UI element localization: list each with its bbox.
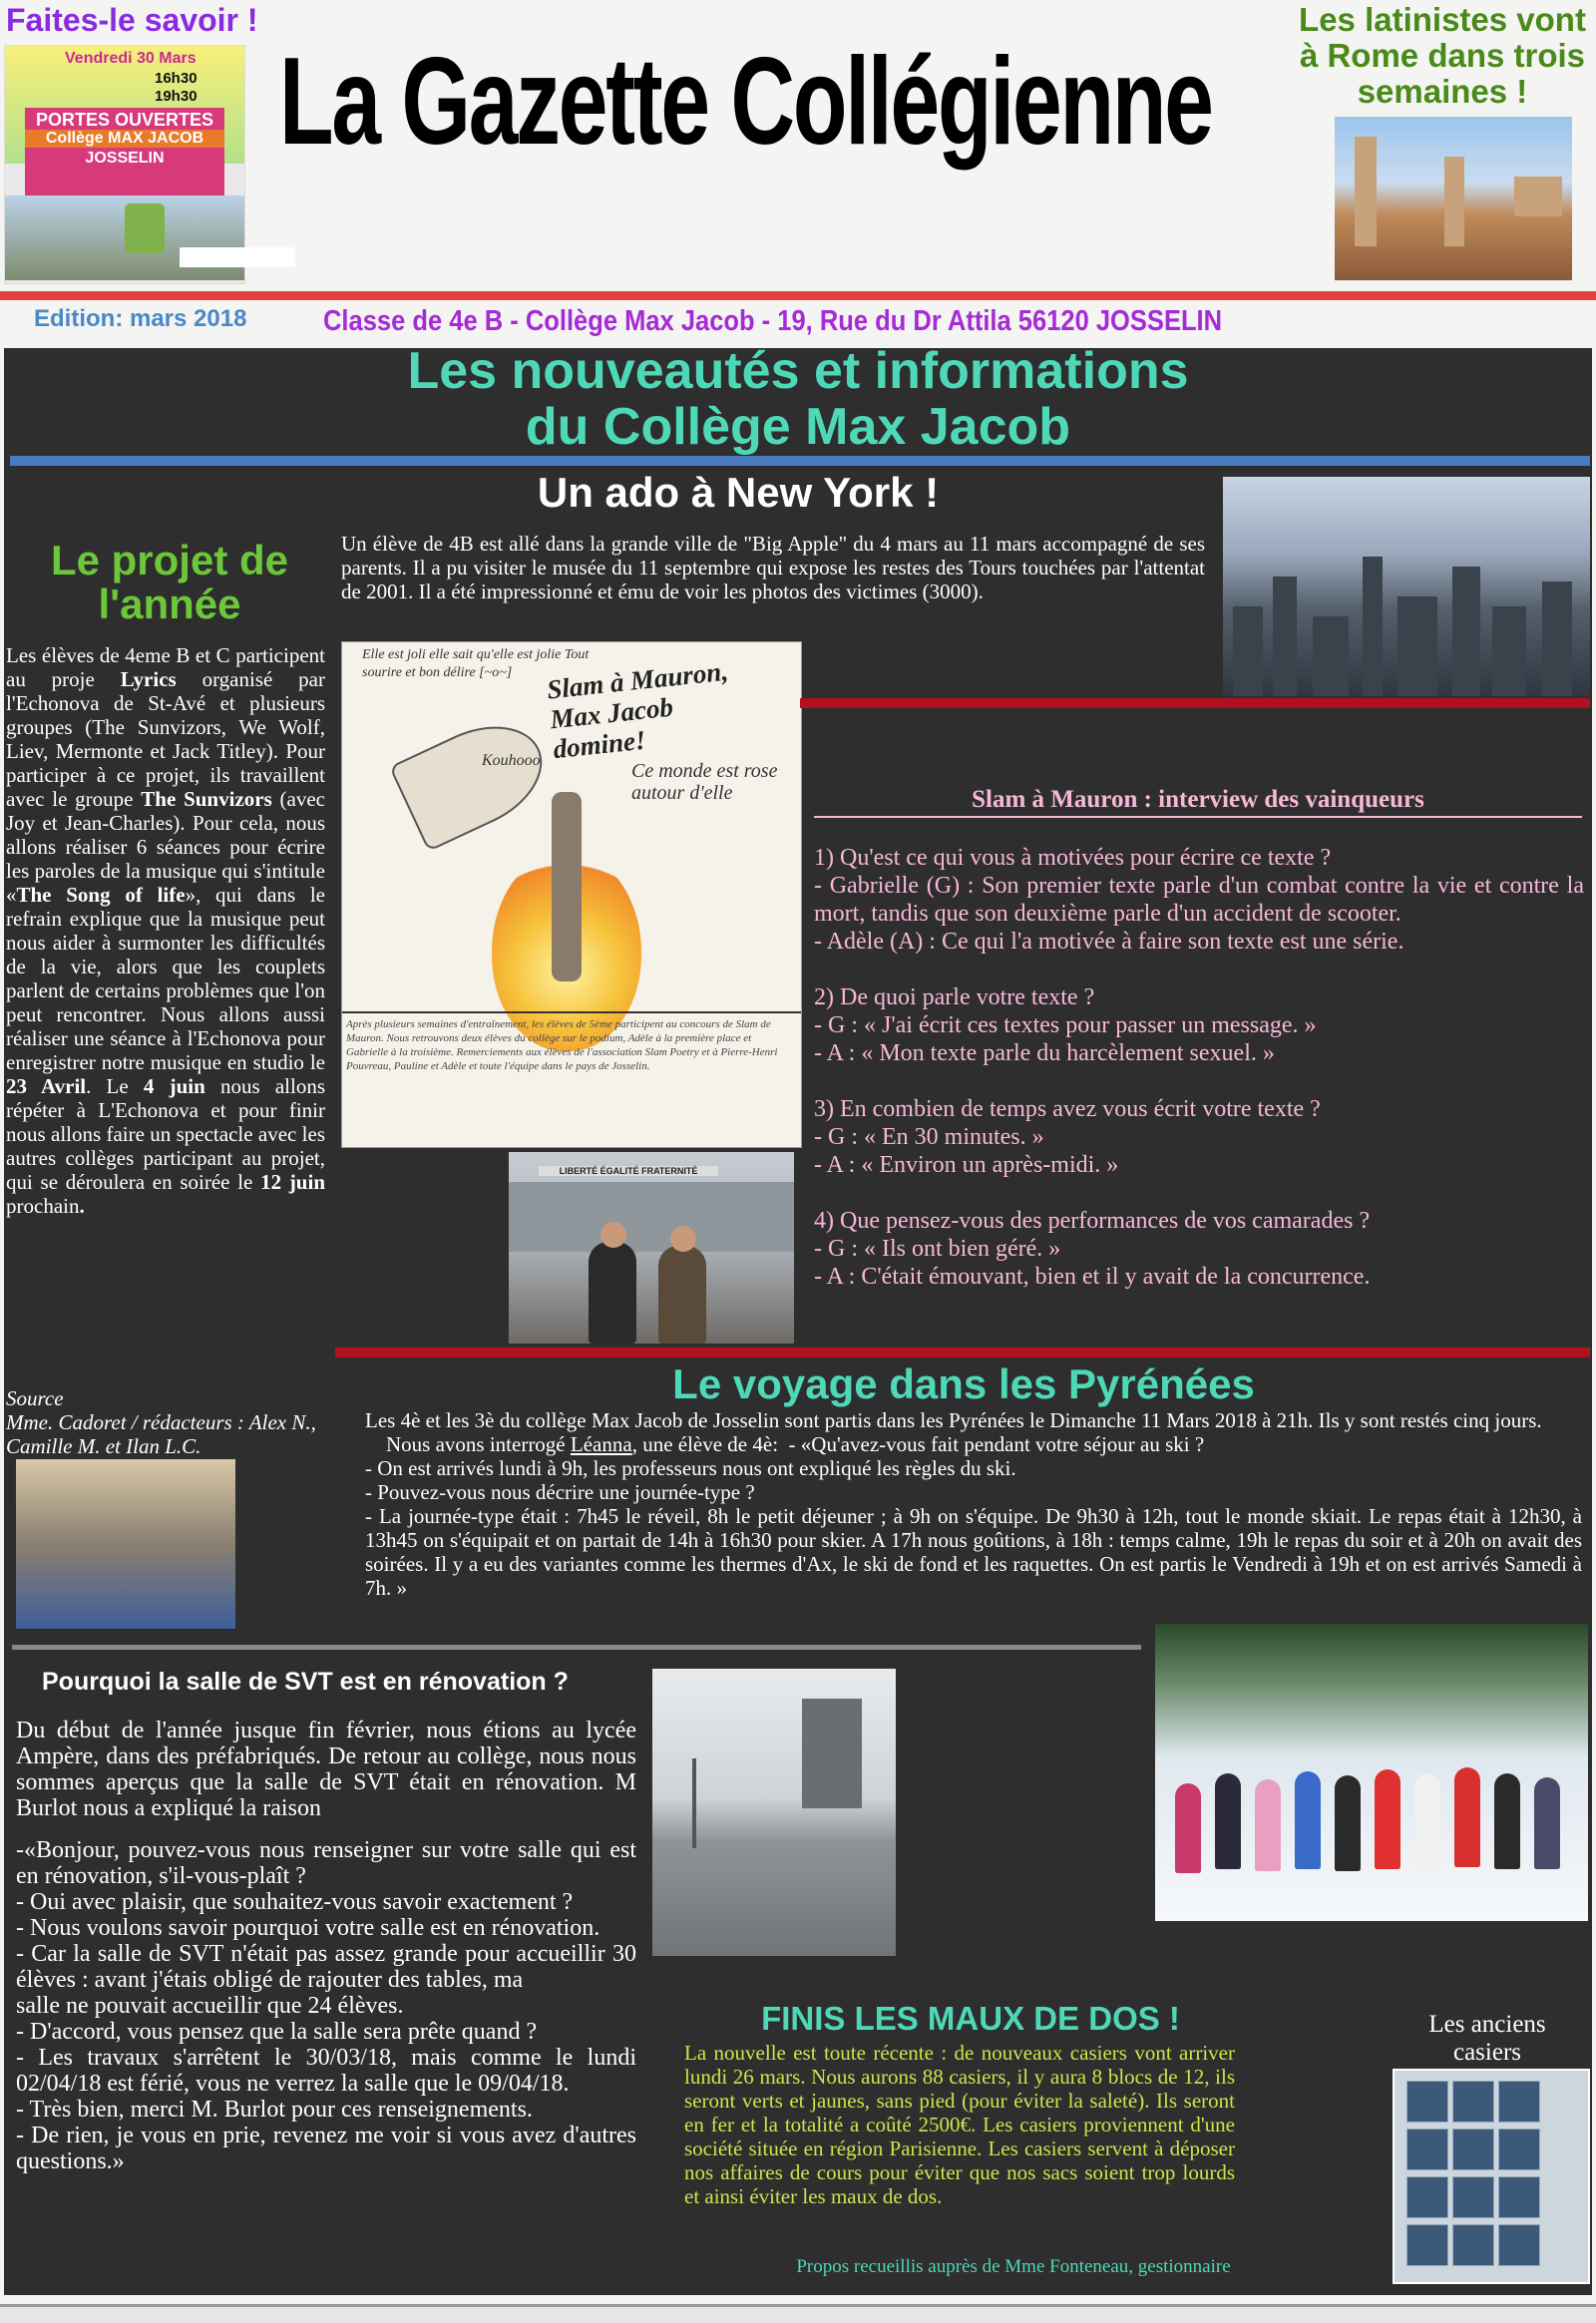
- building: [1313, 616, 1349, 696]
- faites-le-savoir-label: Faites-le savoir !: [6, 2, 258, 38]
- projet-p3: (avec Joy et Jean-Charles). Pour cela, nous allons réaliser 6 séances pour écrire les paroles de la musique qui s'intitule «: [6, 787, 325, 907]
- drawing-horn: [389, 706, 559, 852]
- svt-p2: -«Bonjour, pouvez-vous nous renseigner sur votre salle qui est en rénovation, s'il-vous-plaît ?: [16, 1837, 636, 1889]
- locker: [1498, 2081, 1540, 2123]
- classroom-photo: [16, 1459, 235, 1629]
- photo-head: [600, 1222, 626, 1248]
- projet-p6: nous allons répéter à L'Echonova et pour finir nous allons faire un spectacle avec les autres collèges participant au projet, qui se déroulera en soirée le: [6, 1074, 325, 1194]
- maux-de-dos-title: FINIS LES MAUX DE DOS !: [761, 2000, 1180, 2037]
- skier: [1335, 1775, 1361, 1871]
- poster-hour-start: 16h30: [155, 70, 198, 87]
- slam-q1: 1) Qu'est ce qui vous à motivées pour écrire ce texte ?: [814, 845, 1332, 871]
- building: [1233, 606, 1263, 696]
- new-york-skyline-photo: [1223, 477, 1590, 696]
- poster-portrait: [125, 203, 165, 253]
- svt-p3: - Oui avec plaisir, que souhaitez-vous savoir exactement ?: [16, 1889, 574, 1915]
- svt-p6: salle ne pouvait accueillir que 24 élèves.: [16, 1993, 404, 2019]
- photo-banner: LIBERTÉ ÉGALITÉ FRATERNITÉ: [539, 1166, 718, 1176]
- building: [1273, 577, 1297, 696]
- locker: [1406, 2224, 1448, 2266]
- projet-p5: . Le: [86, 1074, 144, 1098]
- ski-group-photo: [1155, 1624, 1588, 1921]
- main-title: [4, 343, 1592, 455]
- rome-ruins-photo: [1335, 117, 1572, 280]
- ruin-column: [1355, 137, 1377, 246]
- locker: [1452, 2081, 1494, 2123]
- projet-date-3: 12 juin: [260, 1170, 326, 1194]
- slam-interview-title: Slam à Mauron : interview des vainqueurs: [814, 786, 1582, 818]
- slam-winners-photo: [509, 1152, 794, 1344]
- drawing-kouhooo: Kouhooo: [482, 752, 541, 769]
- locker: [1452, 2129, 1494, 2170]
- slam-a2-a: - A : « Mon texte parle du harcèlement sexuel. »: [814, 1040, 1275, 1066]
- photo-head: [670, 1226, 696, 1252]
- casiers-caption: Les anciens casiers: [1428, 2011, 1546, 2066]
- ruin-arch: [1514, 177, 1562, 216]
- svt-p4: - Nous voulons savoir pourquoi votre salle est en rénovation.: [16, 1915, 600, 1941]
- poster-date: Vendredi 30 Mars: [65, 50, 197, 67]
- slam-a3-g: - G : « En 30 minutes. »: [814, 1124, 1044, 1150]
- drawing-lyrics: Elle est joli elle sait qu'elle est jolie Tout sourire et bon délire [~o~]: [362, 647, 590, 680]
- projet-date-2: 4 juin: [143, 1074, 205, 1098]
- poster-title: PORTES OUVERTES: [35, 110, 214, 130]
- pyrenees-p2-end: , une élève de 4è: - «Qu'avez-vous fait pendant votre séjour au ski ?: [631, 1432, 1205, 1456]
- pyrenees-p3: - On est arrivés lundi à 9h, les professeurs nous ont expliqué les règles du ski.: [365, 1456, 1016, 1480]
- pyrenees-p1: Les 4è et les 3è du collège Max Jacob de Josselin sont partis dans les Pyrénées le Dimanche 11 Mars 2018 à 21h. Ils y sont restés cinq jours.: [365, 1408, 1542, 1432]
- projet-date-1: 23 Avril: [6, 1074, 87, 1098]
- slam-q3: 3) En combien de temps avez vous écrit votre texte ?: [814, 1096, 1321, 1122]
- projet-lyrics: Lyrics: [120, 667, 177, 691]
- locker: [1406, 2081, 1448, 2123]
- slam-drawing: [341, 641, 802, 1148]
- drawing-caption: Après plusieurs semaines d'entraînement, les élèves de 5ème participent au concours de Slam de Mauron. Nous retrouvons deux élèves du collège sur le podium, Adèle à la première place et Gabrielle à la troisième. Remerciements aux élèves de l'association Slam Poetry et à Pierre-Henri Pouvreau, Pauline et Adèle et toute l'équipe dans le pays de Josselin.: [346, 1018, 778, 1072]
- page-footer-bar: [0, 2304, 1596, 2323]
- old-lockers-photo: [1393, 2069, 1590, 2284]
- svt-p10: - De rien, je vous en prie, revenez me voir si vous avez d'autres questions.»: [16, 2123, 636, 2174]
- svt-divider: [12, 1645, 1141, 1650]
- header-divider: [0, 291, 1596, 300]
- skier: [1375, 1769, 1400, 1869]
- locker: [1498, 2224, 1540, 2266]
- building: [1452, 567, 1480, 696]
- projet-text: [6, 643, 325, 1218]
- slam-a4-g: - G : « Ils ont bien géré. »: [814, 1236, 1061, 1262]
- drawing-divider: [342, 1011, 801, 1013]
- projet-p8: .: [79, 1194, 85, 1218]
- slam-q2: 2) De quoi parle votre texte ?: [814, 984, 1095, 1010]
- photo-person: [589, 1242, 636, 1344]
- drawing-slam-heading: Slam à Mauron, Max Jacob domine!: [545, 655, 730, 765]
- svt-p7: - D'accord, vous pensez que la salle sera prête quand ?: [16, 2019, 538, 2045]
- poster-hour-end: 19h30: [155, 88, 198, 105]
- projet-source-authors: Mme. Cadoret / rédacteurs : Alex N., Camille M. et Ilan L.C.: [6, 1410, 316, 1458]
- svt-p8: - Les travaux s'arrêtent le 30/03/18, mais comme le lundi 02/04/18 est férié, vous ne verrez la salle que le 09/04/18.: [16, 2045, 636, 2097]
- projet-p4: », qui dans le refrain explique que la musique peut nous aider à surmonter les difficultés de la vie, alors que les couplets parlent de certains problèmes que l'on peut rencontrer. Nous allons aussi réaliser une séance à l'Echonova pour enregistrer notre musique en studio le: [6, 883, 326, 1074]
- skier: [1534, 1777, 1560, 1869]
- slam-a4-a: - A : C'était émouvant, bien et il y avait de la concurrence.: [814, 1264, 1371, 1290]
- locker: [1498, 2176, 1540, 2218]
- slam-a1-g: - Gabrielle (G) : Son premier texte parle d'un combat contre la vie et contre la mort, tandis que son deuxième parle d'un accident de scooter.: [814, 873, 1584, 927]
- locker: [1498, 2129, 1540, 2170]
- slam-a1-a: - Adèle (A) : Ce qui l'a motivée à faire son texte est une série.: [814, 929, 1404, 955]
- svt-title: Pourquoi la salle de SVT est en rénovation ?: [42, 1668, 569, 1696]
- projet-song: The Song of life: [16, 883, 186, 907]
- maux-de-dos-source: Propos recueillis auprès de Mme Fonteneau, gestionnaire: [796, 2256, 1231, 2277]
- svt-p5: - Car la salle de SVT n'était pas assez grande pour accueillir 30 élèves : avant j'étais obligé de rajouter des tables, ma: [16, 1941, 636, 1993]
- svt-room-photo: [652, 1669, 896, 1956]
- locker: [1406, 2129, 1448, 2170]
- svt-p9: - Très bien, merci M. Burlot pour ces renseignements.: [16, 2097, 533, 2123]
- pyrenees-p5: - La journée-type était : 7h45 le réveil, 8h le petit déjeuner ; à 9h on s'équipe. De 9h30 à 12h, tout le monde skiait. Le repas était à 12h30, à 13h45 on s'équipait et on partait de 14h à 16h30 pour skier. A 17h nous goûtions, à 18h : temps calme, 19h le repas du soir et à 20h on avait des soirées. Il y a eu des variantes comme les thermes d'Ax, le ski de fond et les raquettes. On est partis le Vendredi à 19h et on est arrivés Samedi à 7h. »: [365, 1504, 1582, 1600]
- room-broom: [692, 1758, 696, 1848]
- pyrenees-p2: [365, 1432, 1582, 1456]
- projet-source: [6, 1386, 335, 1458]
- pyrenees-p2-start: Nous avons interrogé: [365, 1432, 571, 1456]
- pyrenees-p4: - Pouvez-vous nous décrire une journée-type ?: [365, 1480, 755, 1504]
- pyrenees-title: Le voyage dans les Pyrénées: [672, 1360, 1255, 1407]
- slam-interview-body: [814, 844, 1584, 1319]
- poster-caption-box: [180, 247, 295, 267]
- skier: [1215, 1773, 1241, 1869]
- skier: [1255, 1779, 1281, 1871]
- skier: [1494, 1773, 1520, 1869]
- drawing-monde: Ce monde est rose autour d'elle: [631, 760, 778, 804]
- masthead-title: La Gazette Collégienne: [279, 33, 1212, 171]
- slam-a2-g: - G : « J'ai écrit ces textes pour passer un message. »: [814, 1012, 1317, 1038]
- slam-q4: 4) Que pensez-vous des performances de vos camarades ?: [814, 1208, 1371, 1234]
- building: [1492, 606, 1526, 696]
- room-door: [802, 1699, 862, 1808]
- slam-a3-a: - A : « Environ un après-midi. »: [814, 1152, 1119, 1178]
- main-title-line2: du Collège Max Jacob: [525, 398, 1071, 456]
- photo-building: [509, 1182, 794, 1252]
- skier: [1295, 1771, 1321, 1869]
- svt-p1: Du début de l'année jusque fin février, nous étions au lycée Ampère, dans des préfabriqués. De retour au collège, nous nous sommes aperçus que la salle de SVT était en rénovation. M Burlot nous a expliqué la raison: [16, 1718, 636, 1821]
- title-divider: [10, 456, 1590, 466]
- poster-college: Collège MAX JACOB: [25, 130, 224, 148]
- slam-divider: [800, 698, 1590, 708]
- photo-person: [658, 1246, 706, 1344]
- locker: [1452, 2176, 1494, 2218]
- building: [1542, 581, 1572, 696]
- locker: [1452, 2224, 1494, 2266]
- svt-spacer: [16, 1821, 636, 1837]
- skier: [1454, 1767, 1480, 1867]
- class-address: Classe de 4e B - Collège Max Jacob - 19, Rue du Dr Attila 56120 JOSSELIN: [323, 305, 1223, 337]
- pyrenees-interviewee: Léanna: [570, 1432, 632, 1456]
- ado-new-york-title: Un ado à New York !: [537, 469, 940, 516]
- svt-text: [16, 1718, 636, 2174]
- building: [1363, 557, 1383, 696]
- projet-source-label: Source: [6, 1386, 64, 1410]
- projet-p7: prochain: [6, 1194, 80, 1218]
- ado-new-york-text: Un élève de 4B est allé dans la grande ville de "Big Apple" du 4 mars au 11 mars accompagné de ses parents. Il a pu visiter le musée du 11 septembre qui expose les restes des Tours touchées par l'attentat de 2001. Il a été impressionné et ému de voir les photos des victimes (3000).: [341, 532, 1205, 603]
- pyrenees-divider: [335, 1348, 1590, 1357]
- drawing-microphone: [552, 792, 582, 981]
- pyrenees-text: [365, 1408, 1582, 1600]
- latin-notice: Les latinistes vont à Rome dans trois semaines !: [1299, 1, 1586, 110]
- locker: [1406, 2176, 1448, 2218]
- projet-sunvizors: The Sunvizors: [141, 787, 272, 811]
- main-title-line1: Les nouveautés et informations: [407, 342, 1189, 400]
- skier: [1414, 1773, 1440, 1869]
- projet-p1: Les élèves de 4eme B et C participent au proje: [6, 643, 325, 691]
- projet-title: Le projet de l'année: [50, 537, 289, 627]
- building: [1397, 596, 1437, 696]
- maux-de-dos-text: La nouvelle est toute récente : de nouveaux casiers vont arriver lundi 26 mars. Nous aurons 88 casiers, il y aura 8 blocs de 12, ils seront verts et jaunes, sans pied (pour éviter la saleté). Ils seront en fer et la totalité a coûté 2500€. Les casiers proviennent d'une société située en région Parisienne. Les casiers servent à déposer nos affaires de cours pour éviter que nos sacs soient trop lourds et ainsi éviter les maux de dos.: [684, 2041, 1235, 2208]
- poster-town: JOSSELIN: [85, 150, 165, 167]
- ruin-column: [1444, 157, 1464, 246]
- edition-label: Edition: mars 2018: [34, 305, 247, 332]
- skier: [1175, 1783, 1201, 1873]
- projet-p2: organisé par l'Echonova de St-Avé et plusieurs groupes (The Sunvizors, We Wolf, Liev, Mermonte et Jack Titley). Pour participer à ce projet, ils travaillent avec le groupe: [6, 667, 325, 811]
